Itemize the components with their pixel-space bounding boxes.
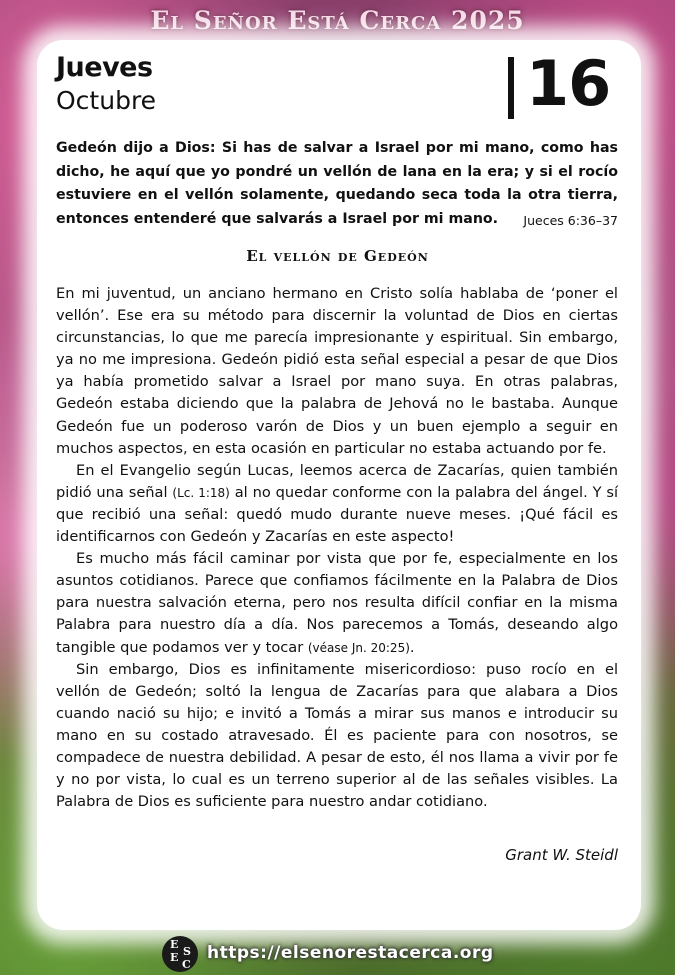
day-number: 16: [526, 47, 611, 120]
article-title: El vellón de Gedeón: [246, 247, 429, 265]
date-divider: [508, 57, 514, 119]
scripture-ref-john: (véase Jn. 20:25): [307, 640, 410, 655]
website-link[interactable]: https://elsenorestacerca.org: [207, 943, 494, 963]
weekday-label: Jueves: [56, 52, 153, 83]
verse-reference: Jueces 6:36–37: [523, 212, 618, 228]
esec-logo-icon: E S E C: [162, 936, 198, 972]
paragraph-3: Es mucho más fácil caminar por vista que por fe, especialmente en los asuntos cotidianos. Parece que confiamos fácilmente en la Palabra de Dios para nuestra salvación eterna, pero nos resulta difícil confiar en la misma Palabra para nuestro día a día. Nos parecemos a Tomás, deseando algo tangible que podamos ver y tocar (véase Jn. 20:25).: [56, 550, 618, 656]
author-name: Grant W. Steidl: [505, 846, 618, 864]
paragraph-1: En mi juventud, un anciano hermano en Cristo solía hablaba de ‘poner el vellón’. Ese era su método para discernir la voluntad de Dios en ciertas circunstancias, lo que me parecía impresionante y espiritual. Sin embargo, ya no me impresiona. Gedeón pidió esta señal especial a pesar de que Dios ya había prometido salvar a Israel por mano suya. En otras palabras, Gedeón estaba diciendo que la palabra de Jehová no le bastaba. Aunque Gedeón fue un poderoso varón de Dios y un buen ejemplo a seguir en muchos aspectos, en esta ocasión en particular no estaba actuando por fe.: [56, 285, 618, 457]
bible-verse: [56, 137, 618, 232]
paragraph-2: En el Evangelio según Lucas, leemos acerca de Zacarías, quien también pidió una señal (Lc. 1:18) al no quedar conforme con la palabra del ángel. Y sí que recibió una señal: quedó mudo durante nueve meses. ¡Qué fácil es identificarnos con Gedeón y Zacarías en este aspecto!: [56, 461, 618, 546]
verse-text: Gedeón dijo a Dios: Si has de salvar a Israel por mi mano, como has dicho, he aquí que yo pondré un vellón de lana en la era; y si el rocío estuviere en el vellón solamente, quedando seca toda la otra tierra, entonces entenderé que salvarás a Israel por mi mano.: [56, 140, 618, 227]
month-label: Octubre: [56, 86, 157, 115]
paragraph-4: Sin embargo, Dios es infinitamente misericordioso: puso rocío en el vellón de Gedeón; soltó la lengua de Zacarías para que alabara a Dios cuando nació su hijo; e invitó a Tomás a mirar sus manos e introducir su mano en su costado atravesado. Él es paciente para con nosotros, se compadece de nuestra debilidad. A pesar de esto, él nos llama a vivir por fe y no por vista, lo cual es un terreno superior al de las señales visibles. La Palabra de Dios es suficiente para nuestro andar cotidiano.: [56, 660, 618, 811]
publication-title: El Señor Está Cerca 2025: [150, 6, 525, 35]
article-body: [56, 283, 618, 813]
scripture-ref-luke: (Lc. 1:18): [172, 485, 230, 500]
